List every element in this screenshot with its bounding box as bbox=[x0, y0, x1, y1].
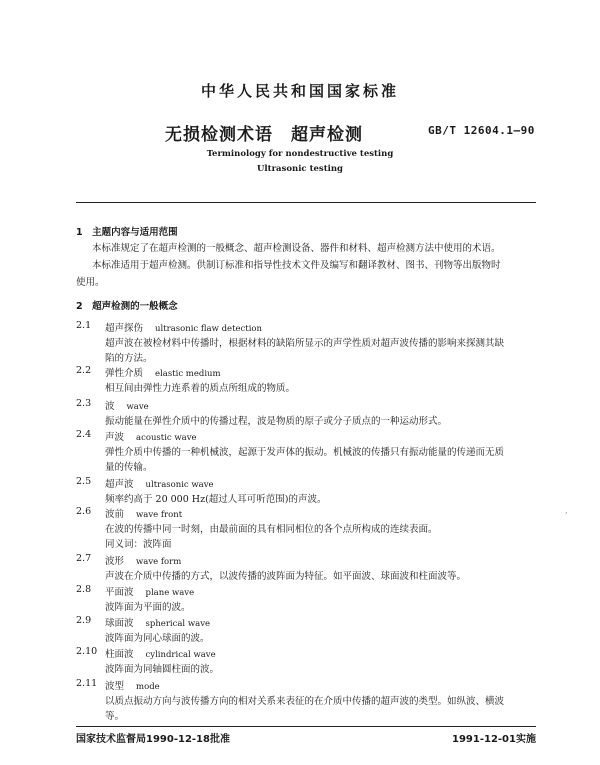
standard-number: GB/T 12604.1—90 bbox=[428, 124, 535, 137]
term-heading bbox=[105, 429, 197, 443]
term-chinese: 波 bbox=[105, 401, 115, 412]
national-standard-header: 中华人民共和国国家标准 bbox=[200, 82, 399, 100]
term-english: spherical wave bbox=[145, 619, 211, 629]
section1-heading: 1 主题内容与适用范围 bbox=[76, 227, 178, 238]
term-english: ultrasonic flaw detection bbox=[155, 324, 263, 334]
term-chinese: 波形 bbox=[105, 556, 125, 567]
term-number: 2.3 bbox=[76, 398, 92, 409]
english-title-line1: Terminology for nondestructive testing bbox=[206, 149, 394, 159]
term-english: wave front bbox=[136, 510, 183, 520]
term-definition-line: 量的传输。 bbox=[105, 462, 153, 473]
term-chinese: 超声波 bbox=[105, 479, 134, 490]
term-english: elastic medium bbox=[155, 369, 221, 379]
term-definition-line: 同义词：波阵面 bbox=[105, 539, 172, 550]
term-definition-line: 以质点振动方向与波传播方向的相对关系来表征的在介质中传播的超声波的类型。如纵波、横波 bbox=[105, 696, 505, 707]
term-heading bbox=[105, 476, 214, 490]
term-number: 2.11 bbox=[76, 678, 98, 689]
term-definition-line: 弹性介质中传播的一种机械波，起源于发声体的振动。机械波的传播只有振动能量的传递而无质 bbox=[105, 447, 505, 458]
term-heading bbox=[105, 553, 181, 567]
term-heading bbox=[105, 678, 160, 692]
term-english: wave bbox=[126, 402, 149, 412]
term-number: 2.4 bbox=[76, 429, 92, 440]
term-definition-line: 超声波在被检材料中传播时，根据材料的缺陷所显示的声学性质对超声波传播的影响来探测其缺 bbox=[105, 338, 505, 349]
approval-date: 国家技术监督局1990-12-18批准 bbox=[76, 734, 230, 745]
term-number: 2.5 bbox=[76, 476, 92, 487]
implementation-date: 1991-12-01实施 bbox=[452, 734, 536, 745]
term-definition-line: 在波的传播中同一时刻，由最前面的具有相同相位的各个点所构成的连续表面。 bbox=[105, 524, 438, 535]
term-definition-line: 波阵面为平面的波。 bbox=[105, 602, 191, 613]
term-chinese: 弹性介质 bbox=[105, 368, 144, 379]
term-heading bbox=[105, 398, 149, 412]
term-english: ultrasonic wave bbox=[145, 480, 214, 490]
term-definition-line: 陷的方法。 bbox=[105, 353, 153, 364]
term-heading bbox=[105, 646, 216, 660]
term-chinese: 超声探伤 bbox=[105, 323, 144, 334]
term-english: wave form bbox=[136, 557, 182, 567]
term-definition-line: 频率约高于 20 000 Hz(超过人耳可听范围)的声波。 bbox=[105, 494, 327, 505]
term-english: mode bbox=[136, 682, 160, 692]
term-definition-line: 波阵面为同心球面的波。 bbox=[105, 633, 210, 644]
section1-para2-line1: 本标准适用于超声检测。供制订标准和指导性技术文件及编写和翻译教材、图书、刊物等出版物时 bbox=[92, 260, 501, 271]
term-chinese: 声波 bbox=[105, 432, 125, 443]
section1-para1: 本标准规定了在超声检测的一般概念、超声检测设备、器件和材料、超声检测方法中使用的术语。 bbox=[92, 243, 501, 254]
bottom-rule bbox=[76, 726, 536, 727]
term-number: 2.8 bbox=[76, 584, 92, 595]
term-heading bbox=[105, 320, 262, 334]
term-definition-line: 等。 bbox=[105, 711, 125, 722]
term-number: 2.10 bbox=[76, 646, 98, 657]
term-chinese: 球面波 bbox=[105, 618, 134, 629]
term-heading bbox=[105, 584, 194, 598]
term-chinese: 波型 bbox=[105, 681, 125, 692]
term-heading bbox=[105, 506, 182, 520]
term-chinese: 波前 bbox=[105, 509, 125, 520]
term-number: 2.2 bbox=[76, 365, 92, 376]
term-number: 2.7 bbox=[76, 553, 92, 564]
document-title: 无损检测术语 超声检测 bbox=[165, 125, 363, 145]
term-chinese: 柱面波 bbox=[105, 649, 134, 660]
term-heading bbox=[105, 365, 221, 379]
top-rule bbox=[76, 202, 536, 203]
term-english: cylindrical wave bbox=[145, 650, 216, 660]
section2-heading: 2 超声检测的一般概念 bbox=[76, 301, 178, 312]
term-heading bbox=[105, 615, 210, 629]
english-title-line2: Ultrasonic testing bbox=[257, 164, 343, 174]
term-definition-line: 声波在介质中传播的方式，以波传播的波阵面为特征。如平面波、球面波和柱面波等。 bbox=[105, 571, 467, 582]
term-number: 2.9 bbox=[76, 615, 92, 626]
term-definition-line: 相互间由弹性力连系着的质点所组成的物质。 bbox=[105, 383, 296, 394]
term-chinese: 平面波 bbox=[105, 587, 134, 598]
term-number: 2.6 bbox=[76, 506, 92, 517]
term-number: 2.1 bbox=[76, 320, 92, 331]
term-definition-line: 波阵面为同轴圆柱面的波。 bbox=[105, 664, 220, 675]
term-english: plane wave bbox=[145, 588, 195, 598]
margin-mark: , bbox=[565, 506, 568, 515]
term-definition-line: 振动能量在弹性介质中的传播过程，波是物质的原子或分子质点的一种运动形式。 bbox=[105, 416, 448, 427]
section1-para2-line2: 使用。 bbox=[76, 277, 105, 288]
term-english: acoustic wave bbox=[136, 433, 197, 443]
